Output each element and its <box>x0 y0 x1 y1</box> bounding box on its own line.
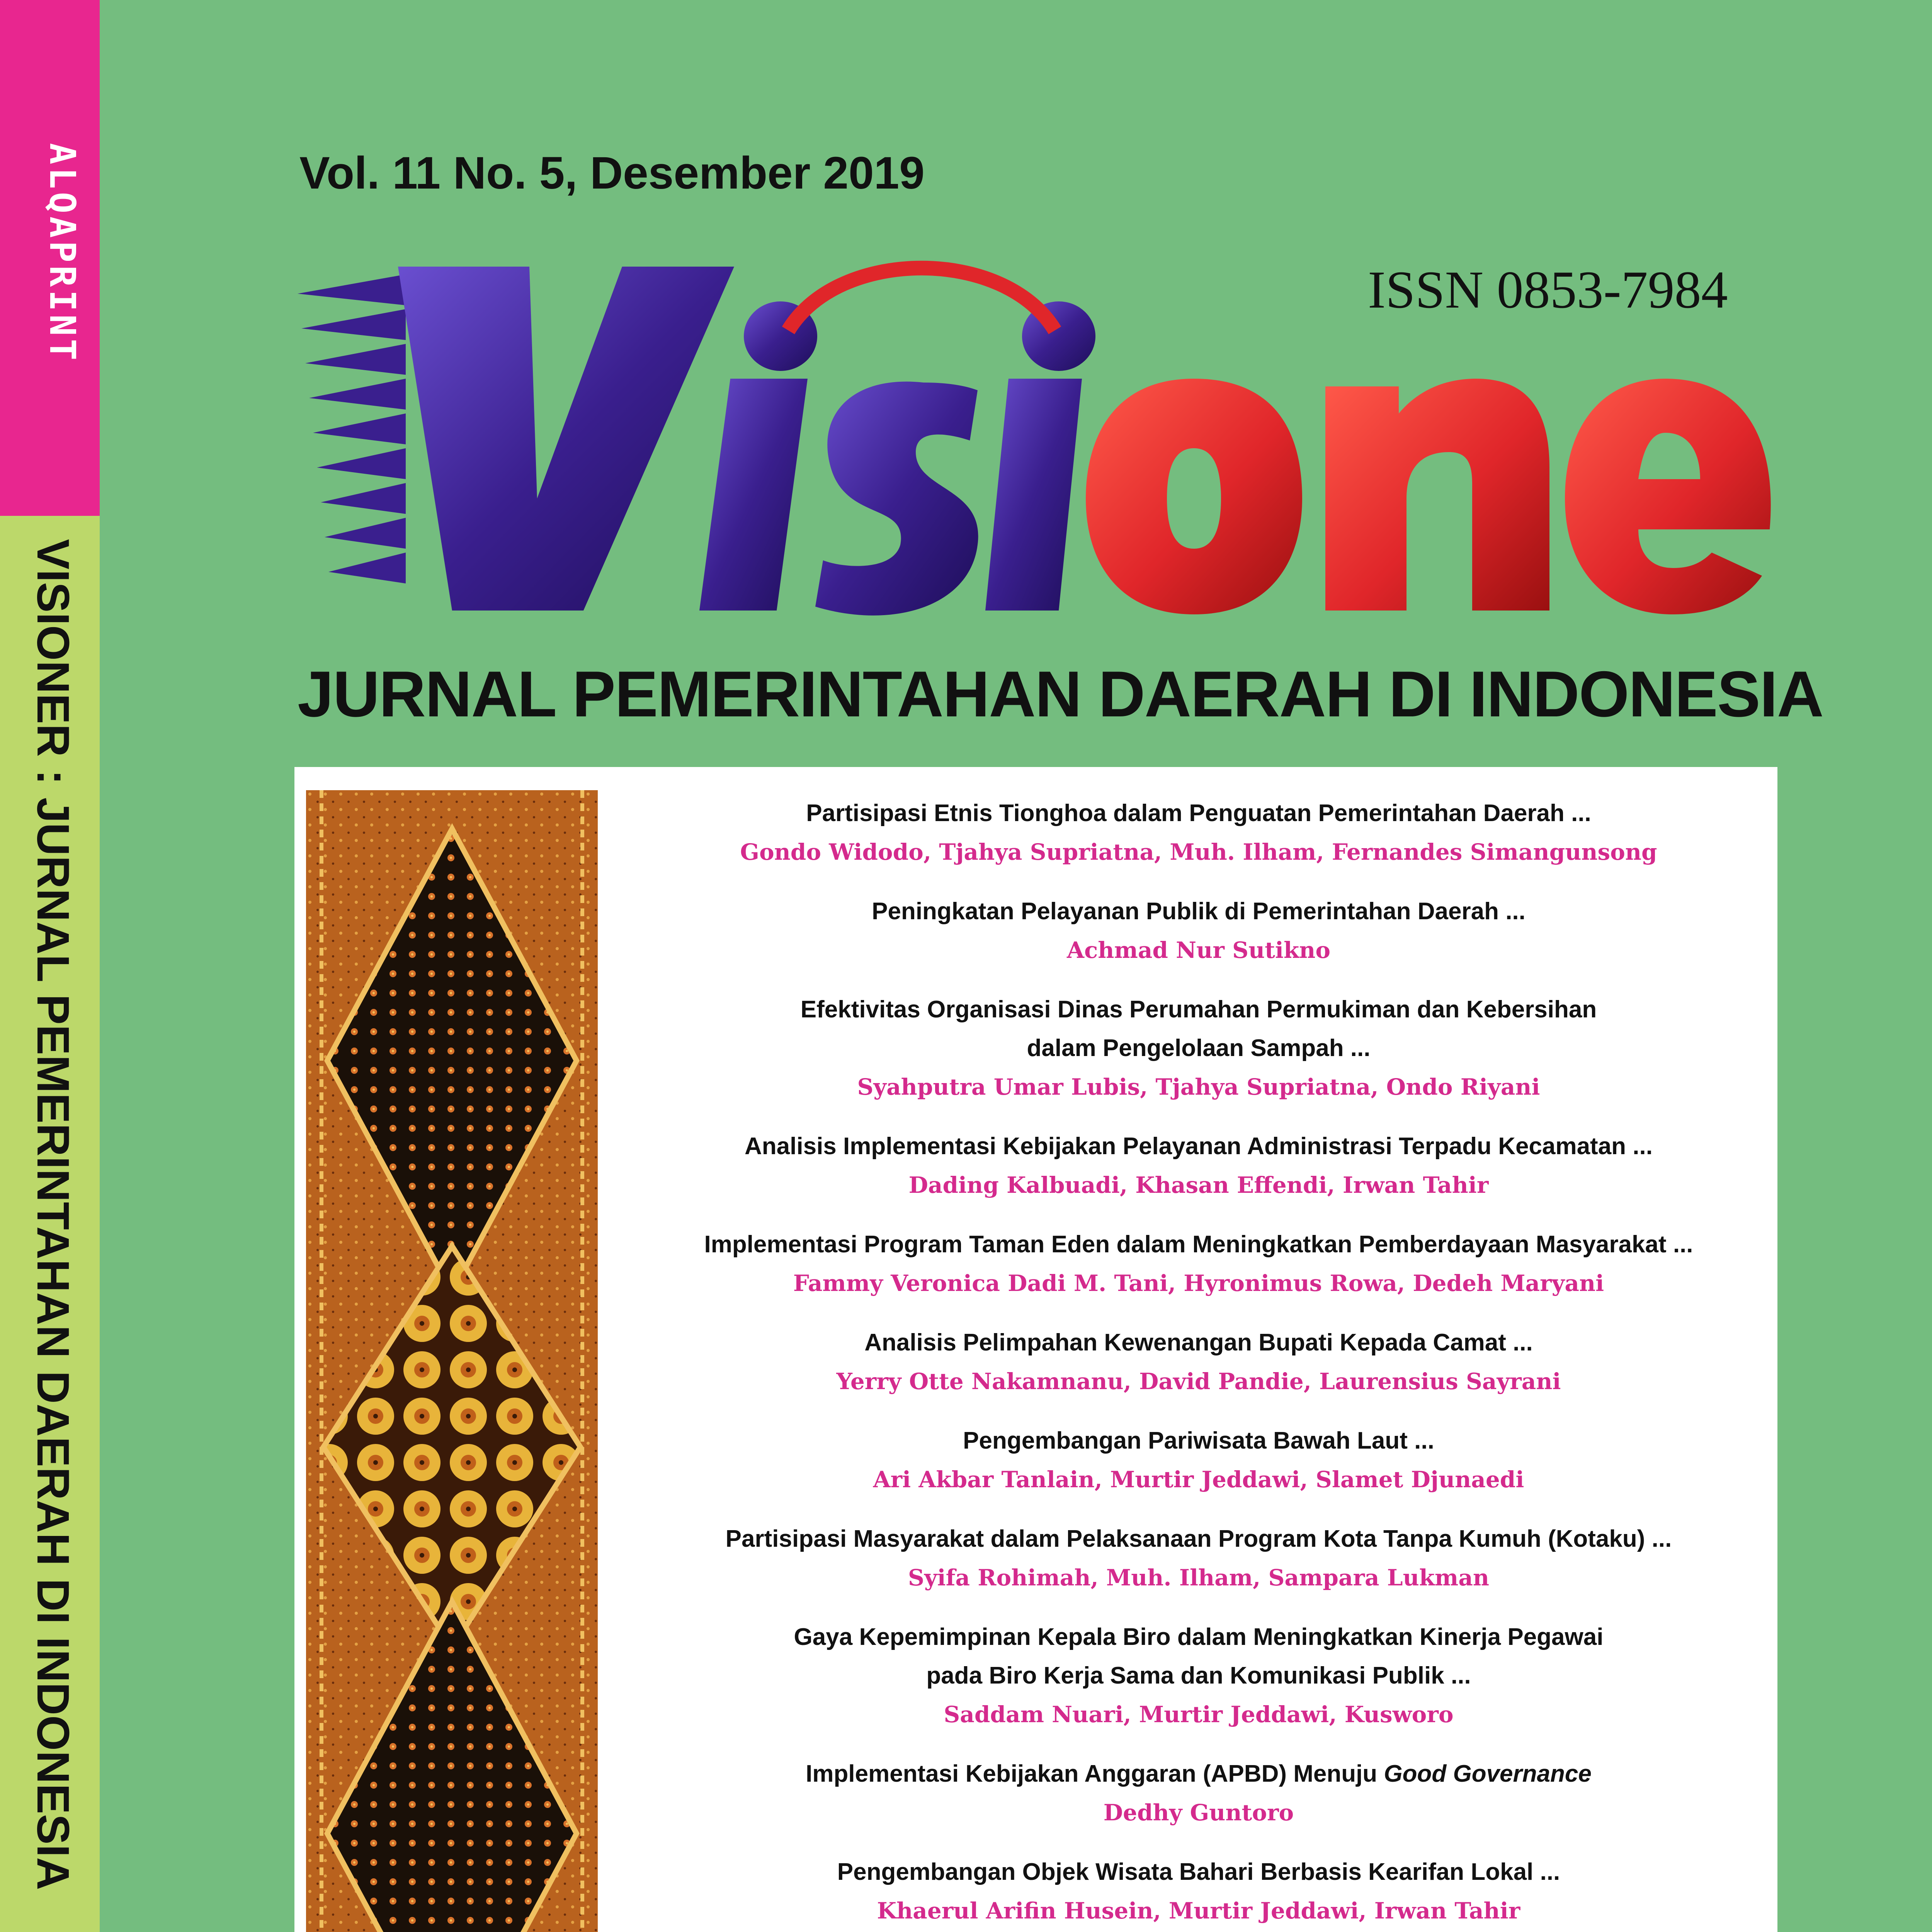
article-authors: Yerry Otte Nakamnanu, David Pandie, Laurensius Sayrani <box>836 1368 1561 1395</box>
toc-entry[interactable] <box>634 794 1763 871</box>
logo-letter-o <box>1086 379 1302 614</box>
spine-journal-title: VISIONER : JURNAL PEMERINTAHAN DAERAH DI INDONESIA <box>27 539 78 1890</box>
issn-top: ISSN 0853-7984 <box>1368 260 1728 319</box>
article-title: Implementasi Program Taman Eden dalam Meningkatkan Pemberdayaan Masyarakat ... <box>704 1231 1693 1258</box>
article-title: Peningkatan Pelayanan Publik di Pemerintahan Daerah ... <box>872 898 1526 925</box>
article-authors: Fammy Veronica Dadi M. Tani, Hyronimus Rowa, Dedeh Maryani <box>793 1270 1604 1296</box>
article-authors: Achmad Nur Sutikno <box>1066 937 1331 963</box>
article-authors: Dading Kalbuadi, Khasan Effendi, Irwan Tahir <box>908 1172 1489 1198</box>
article-title: Efektivitas Organisasi Dinas Perumahan Permukiman dan Kebersihan dalam Pengelolaan Sampah ... <box>800 996 1597 1061</box>
article-title: Partisipasi Masyarakat dalam Pelaksanaan Program Kota Tanpa Kumuh (Kotaku) ... <box>725 1526 1672 1552</box>
journal-subtitle: JURNAL PEMERINTAHAN DAERAH DI INDONESIA <box>298 658 1823 730</box>
toc-entry[interactable] <box>634 990 1763 1106</box>
logo-arc <box>788 268 1055 330</box>
toc-entry[interactable] <box>634 1422 1763 1499</box>
article-title: Analisis Implementasi Kebijakan Pelayanan Administrasi Terpadu Kecamatan ... <box>745 1133 1653 1160</box>
toc-entry[interactable] <box>634 1618 1763 1734</box>
article-title: Pengembangan Pariwisata Bawah Laut ... <box>963 1427 1434 1454</box>
logo-letter-n <box>1325 379 1549 611</box>
volume-line: Vol. 11 No. 5, Desember 2019 <box>299 148 925 199</box>
batik-pattern-image <box>306 790 598 1932</box>
toc-entry[interactable] <box>634 1225 1763 1303</box>
article-authors: Dedhy Guntoro <box>1103 1799 1294 1826</box>
toc-entry[interactable] <box>634 1853 1763 1930</box>
toc-entry[interactable] <box>634 1127 1763 1204</box>
article-title: Pengembangan Objek Wisata Bahari Berbasis Kearifan Lokal ... <box>837 1859 1560 1885</box>
article-authors: Saddam Nuari, Murtir Jeddawi, Kusworo <box>944 1701 1454 1728</box>
article-title: Gaya Kepemimpinan Kepala Biro dalam Meningkatkan Kinerja Pegawai pada Biro Kerja Sama dan Komunikasi Publik ... <box>794 1624 1604 1689</box>
table-of-contents <box>634 794 1763 1932</box>
logo-letter-i-2 <box>985 379 1082 611</box>
article-authors: Gondo Widodo, Tjahya Supriatna, Muh. Ilham, Fernandes Simangunsong <box>740 839 1657 865</box>
article-authors: Syifa Rohimah, Muh. Ilham, Sampara Lukman <box>908 1565 1490 1591</box>
article-title: Analisis Pelimpahan Kewenangan Bupati Kepada Camat ... <box>864 1329 1533 1356</box>
logo-comb-teeth <box>298 274 406 583</box>
article-authors: Khaerul Arifin Husein, Murtir Jeddawi, Irwan Tahir <box>877 1898 1520 1924</box>
article-title: Partisipasi Etnis Tionghoa dalam Penguatan Pemerintahan Daerah ... <box>806 800 1591 827</box>
toc-entry[interactable] <box>634 1520 1763 1597</box>
spine-publisher: ALQAPRINT <box>42 143 83 364</box>
contents-panel <box>294 767 1777 1932</box>
toc-entry[interactable] <box>634 1323 1763 1401</box>
spine <box>0 0 100 1932</box>
toc-entry[interactable] <box>634 892 1763 969</box>
article-title-text: Implementasi Kebijakan Anggaran (APBD) Menuju <box>806 1760 1384 1787</box>
logo-letter-v <box>398 267 734 611</box>
article-authors: Syahputra Umar Lubis, Tjahya Supriatna, Ondo Riyani <box>857 1074 1540 1100</box>
logo-letter-s <box>815 381 978 615</box>
logo-letter-i-1 <box>699 379 808 611</box>
article-title-italic: Good Governance <box>1384 1760 1592 1787</box>
article-title <box>634 1755 1763 1793</box>
toc-entry[interactable] <box>634 1755 1763 1832</box>
article-authors: Ari Akbar Tanlain, Murtir Jeddawi, Slamet Djunaedi <box>873 1466 1524 1493</box>
